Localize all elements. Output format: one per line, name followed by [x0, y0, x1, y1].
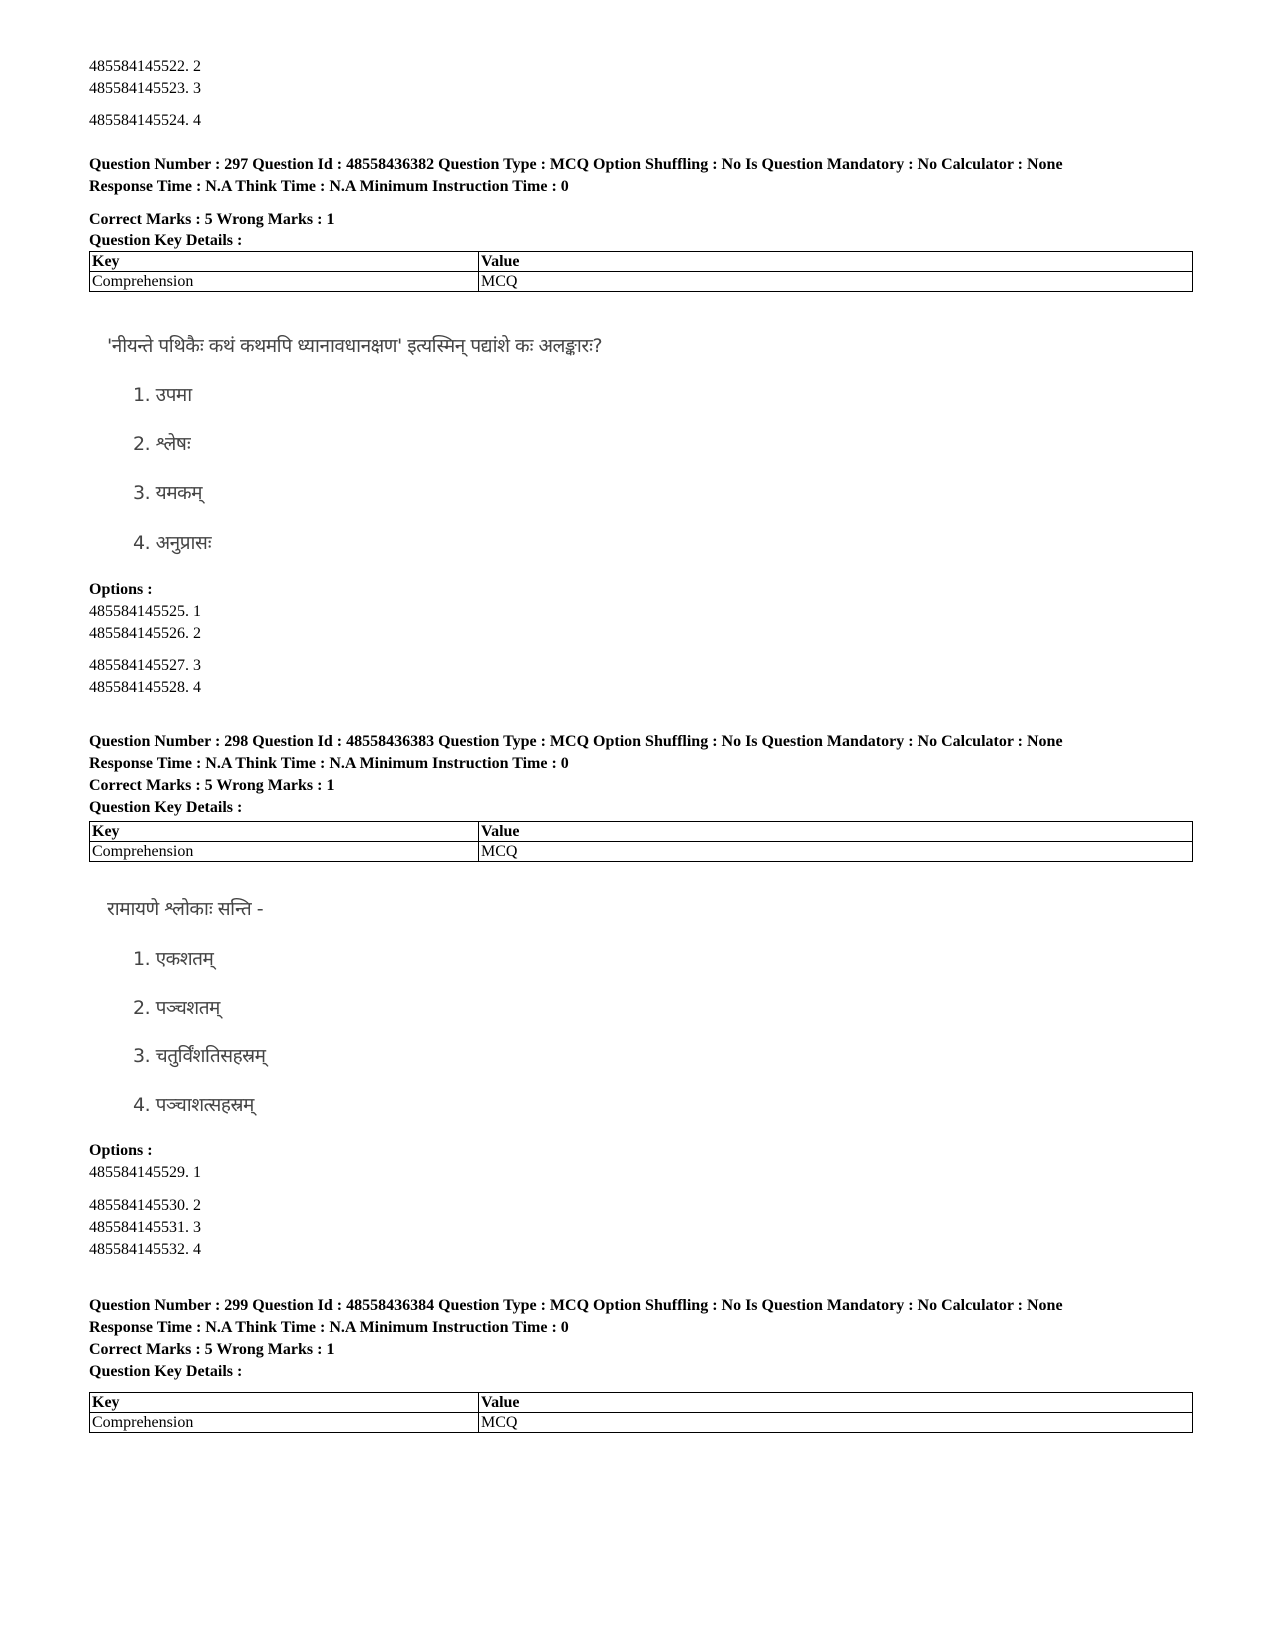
- value-cell: MCQ: [479, 272, 1193, 292]
- question-header: Question Number : 299 Question Id : 48558436384 Question Type : MCQ Option Shuffling : No Is Question Mandatory : No Calculator : None: [89, 1297, 1063, 1314]
- option-line: 485584145525. 1: [89, 603, 201, 620]
- option-line: 485584145528. 4: [89, 679, 201, 696]
- question-marks: Correct Marks : 5 Wrong Marks : 1: [89, 1341, 335, 1358]
- option-line: 485584145523. 3: [89, 80, 201, 97]
- question-text: रामायणे श्लोकाः सन्ति -: [107, 898, 264, 920]
- question-header: Question Number : 297 Question Id : 48558436382 Question Type : MCQ Option Shuffling : No Is Question Mandatory : No Calculator : None: [89, 156, 1063, 173]
- option-line: 485584145531. 3: [89, 1219, 201, 1236]
- question-choice: 2. श्लेषः: [133, 433, 191, 455]
- question-key-table: [89, 821, 1193, 862]
- option-line: 485584145527. 3: [89, 657, 201, 674]
- value-cell: MCQ: [479, 842, 1193, 862]
- key-cell: Comprehension: [90, 272, 479, 292]
- question-key-table: [89, 251, 1193, 292]
- key-header-cell: Key: [90, 252, 479, 272]
- question-key-details-label: Question Key Details :: [89, 1363, 243, 1380]
- question-timing: Response Time : N.A Think Time : N.A Minimum Instruction Time : 0: [89, 755, 569, 772]
- value-header-cell: Value: [479, 1393, 1193, 1413]
- option-line: 485584145522. 2: [89, 58, 201, 75]
- question-choice: 3. चतुर्विंशतिसहस्रम्: [133, 1045, 266, 1067]
- question-header: Question Number : 298 Question Id : 48558436383 Question Type : MCQ Option Shuffling : No Is Question Mandatory : No Calculator : None: [89, 733, 1063, 750]
- question-choice: 1. एकशतम्: [133, 948, 214, 970]
- options-label: Options :: [89, 581, 153, 598]
- key-header-cell: Key: [90, 822, 479, 842]
- options-label: Options :: [89, 1142, 153, 1159]
- key-cell: Comprehension: [90, 842, 479, 862]
- option-line: 485584145532. 4: [89, 1241, 201, 1258]
- key-header-cell: Key: [90, 1393, 479, 1413]
- value-cell: MCQ: [479, 1413, 1193, 1433]
- question-choice: 2. पञ्चशतम्: [133, 997, 220, 1019]
- option-line: 485584145526. 2: [89, 625, 201, 642]
- question-choice: 4. अनुप्रासः: [133, 532, 212, 554]
- question-choice: 1. उपमा: [133, 384, 192, 406]
- question-timing: Response Time : N.A Think Time : N.A Minimum Instruction Time : 0: [89, 1319, 569, 1336]
- question-choice: 4. पञ्चाशत्सहस्रम्: [133, 1094, 254, 1116]
- question-key-details-label: Question Key Details :: [89, 232, 243, 249]
- question-key-details-label: Question Key Details :: [89, 799, 243, 816]
- option-line: 485584145524. 4: [89, 112, 201, 129]
- value-header-cell: Value: [479, 252, 1193, 272]
- value-header-cell: Value: [479, 822, 1193, 842]
- question-marks: Correct Marks : 5 Wrong Marks : 1: [89, 777, 335, 794]
- key-cell: Comprehension: [90, 1413, 479, 1433]
- question-marks: Correct Marks : 5 Wrong Marks : 1: [89, 211, 335, 228]
- question-timing: Response Time : N.A Think Time : N.A Minimum Instruction Time : 0: [89, 178, 569, 195]
- question-text: 'नीयन्ते पथिकैः कथं कथमपि ध्यानावधानक्षण' इत्यस्मिन् पद्यांशे कः अलङ्कारः?: [107, 335, 603, 357]
- option-line: 485584145530. 2: [89, 1197, 201, 1214]
- option-line: 485584145529. 1: [89, 1164, 201, 1181]
- question-key-table: [89, 1392, 1193, 1433]
- question-choice: 3. यमकम्: [133, 482, 203, 504]
